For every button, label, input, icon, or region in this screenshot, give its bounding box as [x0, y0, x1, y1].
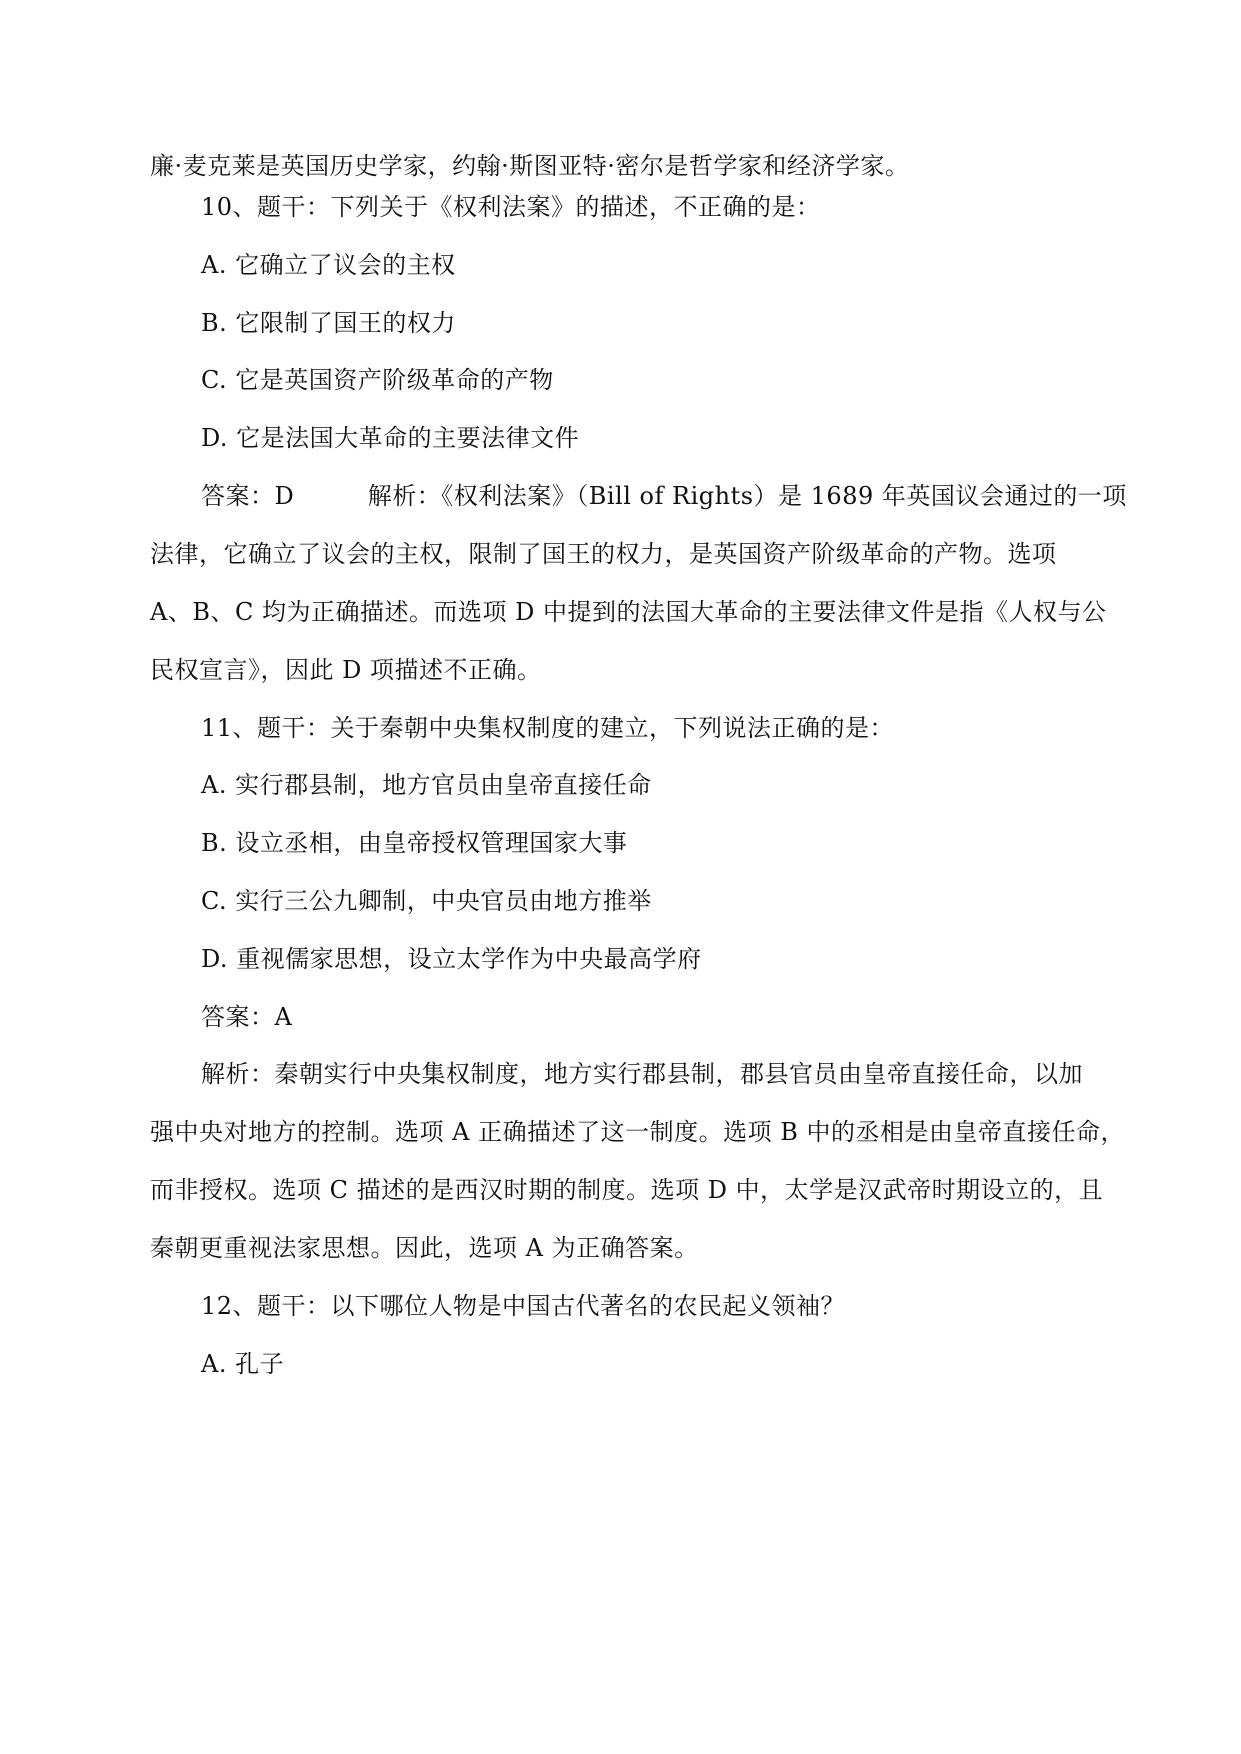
question-11-analysis-line: 而非授权。选项 C 描述的是西汉时期的制度。选项 D 中，太学是汉武帝时期设立的，且	[150, 1176, 1104, 1204]
question-11-option-c: C. 实行三公九卿制，中央官员由地方推举	[201, 887, 652, 915]
question-10-analysis-line: 法律，它确立了议会的主权，限制了国王的权力，是英国资产阶级革命的产物。选项	[150, 540, 1057, 568]
question-10-option-d: D. 它是法国大革命的主要法律文件	[201, 424, 580, 452]
question-10-option-b: B. 它限制了国王的权力	[201, 309, 456, 337]
question-11-stem: 11、题干：关于秦朝中央集权制度的建立，下列说法正确的是：	[201, 714, 895, 742]
question-10-analysis-line: A、B、C 均为正确描述。而选项 D 中提到的法国大革命的主要法律文件是指《人权与公	[150, 598, 1107, 626]
question-10-analysis-line: 民权宣言》，因此 D 项描述不正确。	[150, 656, 542, 684]
question-11-analysis-line: 秦朝更重视法家思想。因此，选项 A 为正确答案。	[150, 1234, 699, 1262]
question-11-answer: 答案：A	[201, 1003, 293, 1031]
question-10-option-a: A. 它确立了议会的主权	[201, 251, 456, 279]
paragraph-line: 廉·麦克莱是英国历史学家，约翰·斯图亚特·密尔是哲学家和经济学家。	[150, 152, 910, 180]
question-11-option-d: D. 重视儒家思想，设立太学作为中央最高学府	[201, 945, 702, 973]
question-12-option-a: A. 孔子	[201, 1350, 285, 1378]
question-11-analysis-line: 强中央对地方的控制。选项 A 正确描述了这一制度。选项 B 中的丞相是由皇帝直接任命，	[150, 1118, 1125, 1146]
question-11-option-a: A. 实行郡县制，地方官员由皇帝直接任命	[201, 771, 652, 799]
question-11-analysis-line: 解析：秦朝实行中央集权制度，地方实行郡县制，郡县官员由皇帝直接任命，以加	[201, 1060, 1083, 1088]
question-10-answer: 答案：D 解析：《权利法案》（Bill of Rights）是 1689 年英国议会通过的一项	[201, 482, 1127, 510]
question-10-stem: 10、题干：下列关于《权利法案》的描述，不正确的是：	[201, 193, 821, 221]
question-11-option-b: B. 设立丞相，由皇帝授权管理国家大事	[201, 829, 628, 857]
question-10-option-c: C. 它是英国资产阶级革命的产物	[201, 366, 554, 394]
question-12-stem: 12、题干：以下哪位人物是中国古代著名的农民起义领袖？	[201, 1292, 846, 1320]
